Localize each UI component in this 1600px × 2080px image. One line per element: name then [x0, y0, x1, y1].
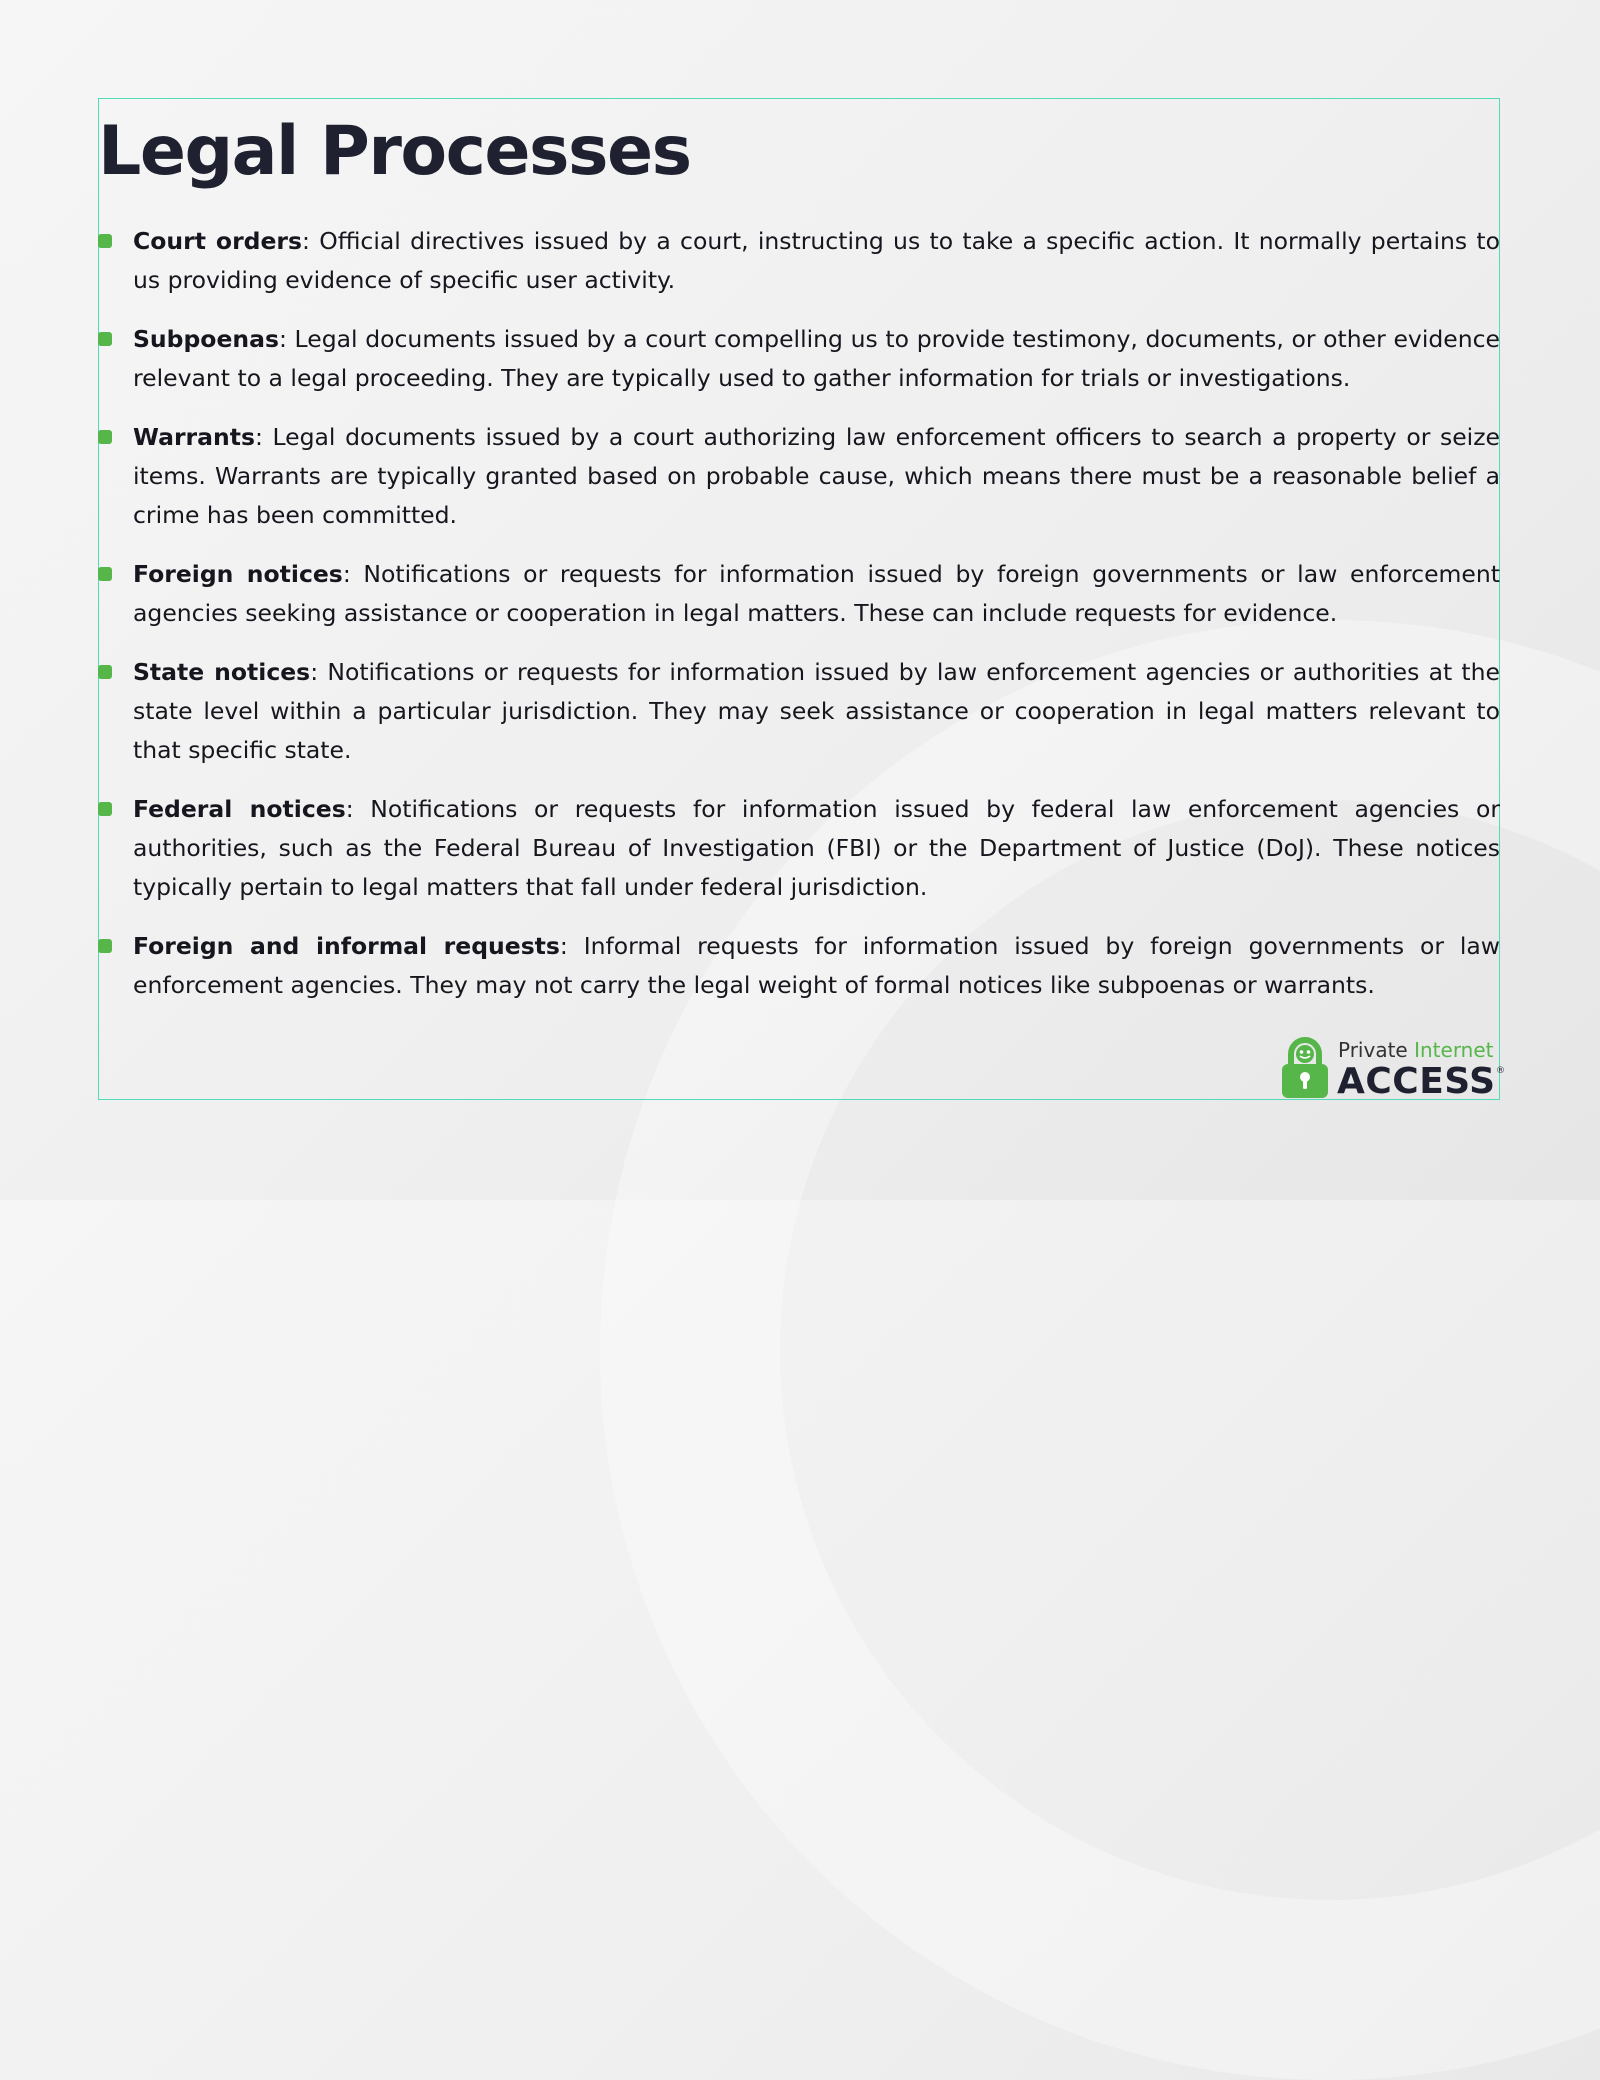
list-item: [98, 555, 1500, 633]
item-term: Court orders: [133, 227, 303, 255]
logo-word-access: ACCESS: [1337, 1061, 1496, 1102]
brand-logo: [1280, 1034, 1504, 1100]
list-item: [98, 320, 1500, 398]
bullet-icon: [98, 234, 112, 248]
item-term: Warrants: [133, 423, 255, 451]
item-text: : Legal documents issued by a court authorizing law enforcement officers to search a property or seize items. Warrants are typically granted based on probable cause, which means there must be a reasonable belief a crime has been committed.: [133, 423, 1500, 529]
item-text: : Informal requests for information issued by foreign governments or law enforcement agencies. They may not carry the legal weight of formal notices like subpoenas or warrants.: [133, 932, 1501, 999]
list-item: [98, 418, 1500, 535]
page-title: Legal Processes: [98, 112, 691, 191]
registered-mark: ®: [1496, 1066, 1505, 1076]
item-text: : Notifications or requests for information issued by foreign governments or law enforcement agencies seeking assistance or cooperation in legal matters. These can include requests for evidence.: [133, 560, 1500, 627]
item-text: : Official directives issued by a court, instructing us to take a specific action. It normally pertains to us providing evidence of specific user activity.: [133, 227, 1500, 294]
list-item: [98, 927, 1500, 1005]
logo-wordmark-top: [1338, 1038, 1494, 1062]
item-term: Federal notices: [133, 795, 346, 823]
bullet-icon: [98, 430, 112, 444]
item-term: Foreign and informal requests: [133, 932, 560, 960]
bullet-icon: [98, 665, 112, 679]
list-item: [98, 653, 1500, 770]
bullet-icon: [98, 939, 112, 953]
item-term: Foreign notices: [133, 560, 343, 588]
legal-process-list: [98, 222, 1500, 1025]
logo-word-internet: Internet: [1414, 1038, 1494, 1062]
item-text: : Legal documents issued by a court compelling us to provide testimony, documents, or other evidence relevant to a legal proceeding. They are typically used to gather information for trials or investigations.: [133, 325, 1500, 392]
bullet-icon: [98, 802, 112, 816]
item-text: : Notifications or requests for information issued by federal law enforcement agencies or authorities, such as the Federal Bureau of Investigation (FBI) or the Department of Justice (DoJ). These notices typically pertain to legal matters that fall under federal jurisdiction.: [133, 795, 1500, 901]
item-text: : Notifications or requests for information issued by law enforcement agencies or authorities at the state level within a particular jurisdiction. They may seek assistance or cooperation in legal matters relevant to that specific state.: [133, 658, 1501, 764]
logo-word-private: Private: [1338, 1038, 1408, 1062]
bullet-icon: [98, 567, 112, 581]
bullet-icon: [98, 332, 112, 346]
item-term: Subpoenas: [133, 325, 279, 353]
item-term: State notices: [133, 658, 311, 686]
padlock-mascot-icon: [1280, 1034, 1330, 1100]
list-item: [98, 222, 1500, 300]
list-item: [98, 790, 1500, 907]
